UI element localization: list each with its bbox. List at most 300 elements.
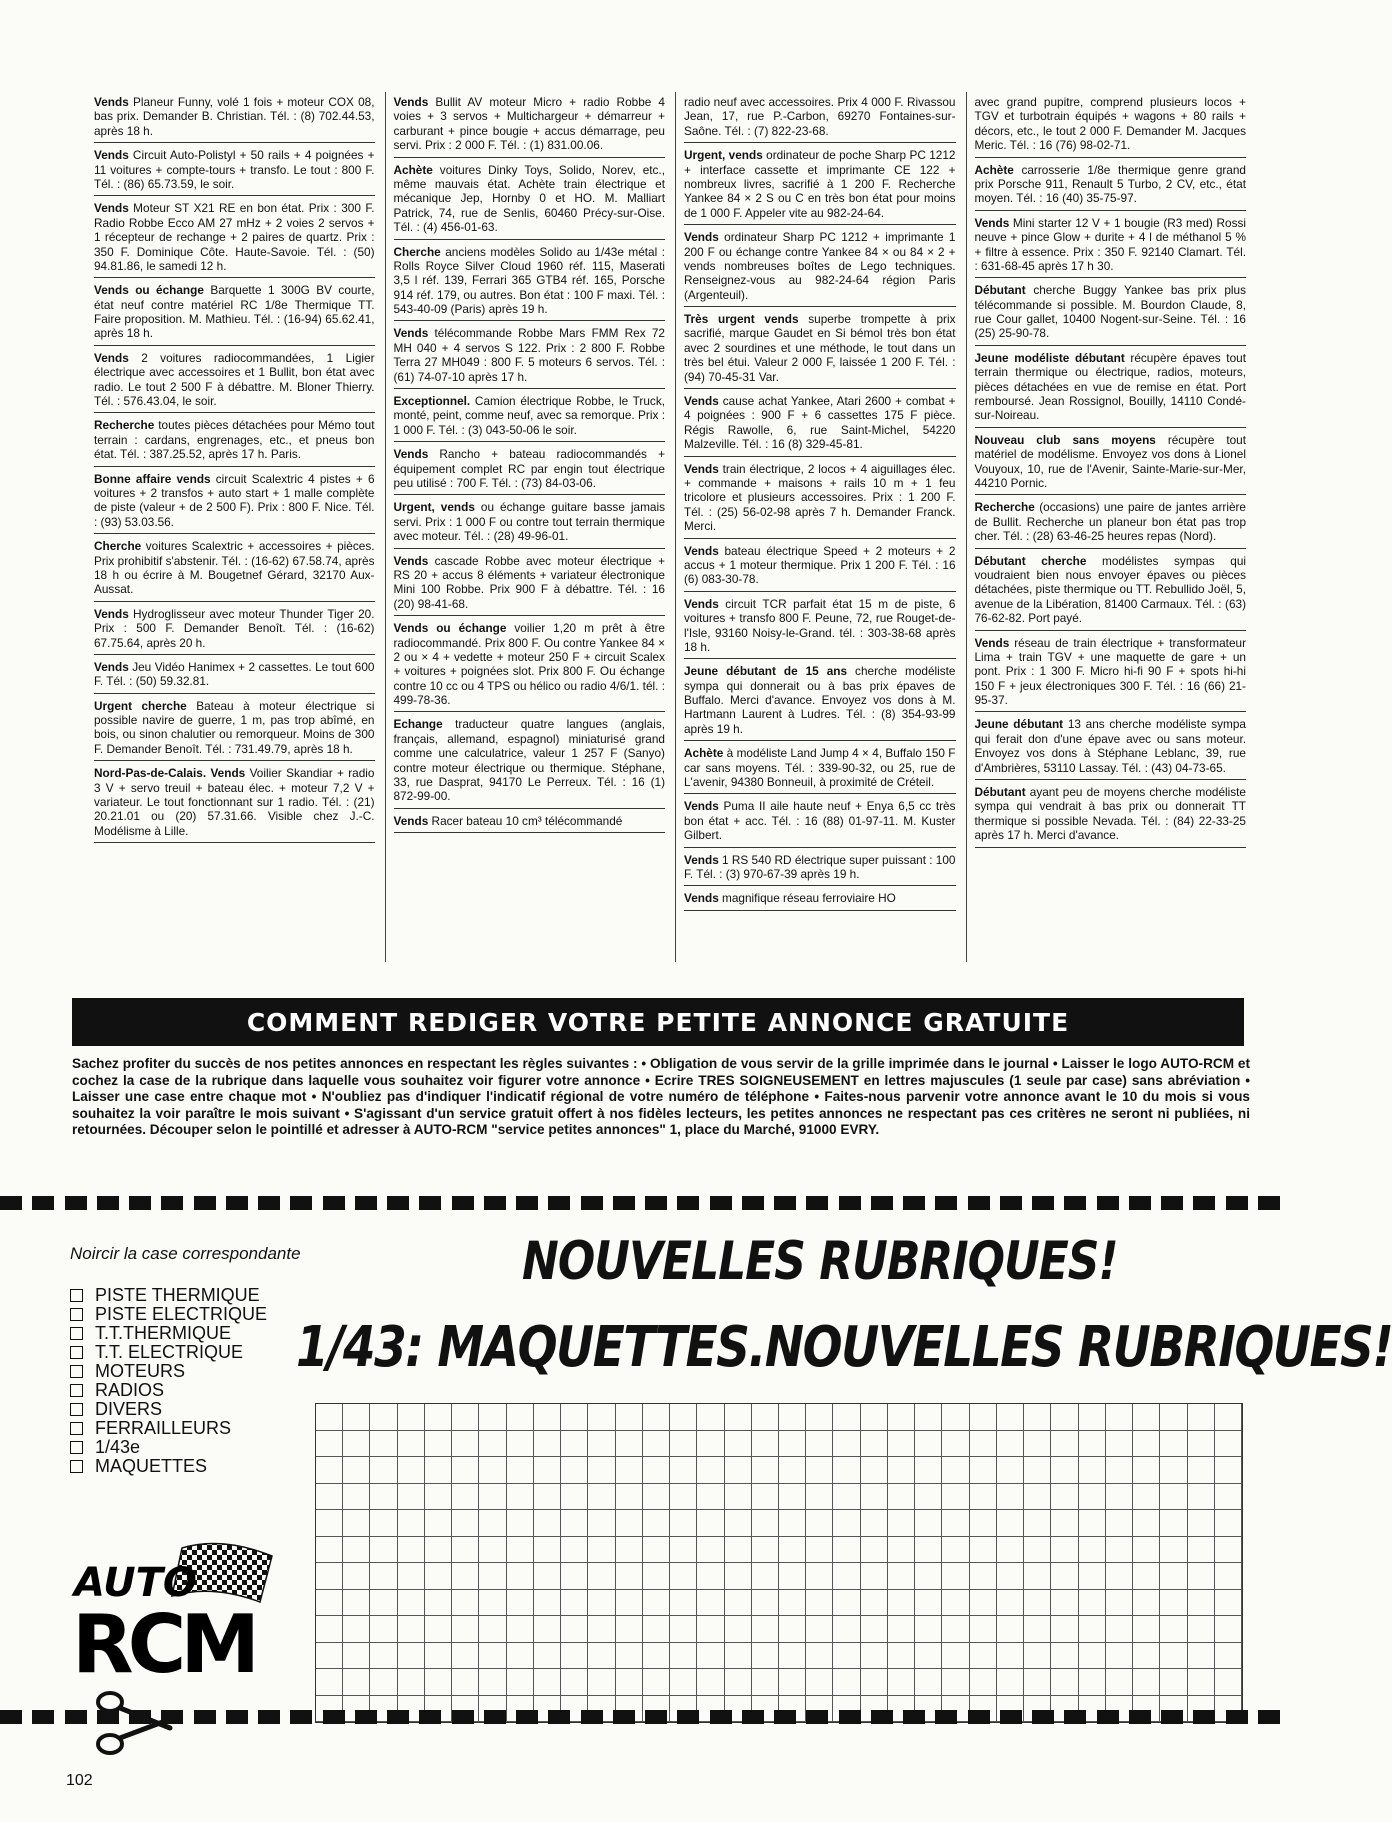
category-option[interactable] bbox=[70, 1305, 301, 1324]
grid-cell[interactable] bbox=[425, 1590, 452, 1617]
grid-cell[interactable] bbox=[697, 1590, 724, 1617]
grid-cell[interactable] bbox=[1160, 1616, 1187, 1643]
grid-cell[interactable] bbox=[888, 1431, 915, 1458]
grid-cell[interactable] bbox=[561, 1669, 588, 1696]
grid-cell[interactable] bbox=[833, 1431, 860, 1458]
grid-cell[interactable] bbox=[1106, 1457, 1133, 1484]
grid-cell[interactable] bbox=[833, 1404, 860, 1431]
grid-cell[interactable] bbox=[1188, 1616, 1215, 1643]
grid-cell[interactable] bbox=[534, 1643, 561, 1670]
category-option[interactable] bbox=[70, 1362, 301, 1381]
grid-cell[interactable] bbox=[370, 1590, 397, 1617]
grid-cell[interactable] bbox=[425, 1669, 452, 1696]
grid-cell[interactable] bbox=[398, 1537, 425, 1564]
grid-cell[interactable] bbox=[861, 1537, 888, 1564]
grid-cell[interactable] bbox=[1188, 1590, 1215, 1617]
grid-cell[interactable] bbox=[1079, 1537, 1106, 1564]
grid-cell[interactable] bbox=[1051, 1669, 1078, 1696]
grid-cell[interactable] bbox=[1160, 1643, 1187, 1670]
grid-cell[interactable] bbox=[1160, 1404, 1187, 1431]
grid-cell[interactable] bbox=[343, 1457, 370, 1484]
grid-cell[interactable] bbox=[806, 1643, 833, 1670]
grid-cell[interactable] bbox=[1106, 1563, 1133, 1590]
grid-cell[interactable] bbox=[534, 1431, 561, 1458]
grid-cell[interactable] bbox=[316, 1431, 343, 1458]
grid-cell[interactable] bbox=[942, 1669, 969, 1696]
grid-cell[interactable] bbox=[1106, 1510, 1133, 1537]
grid-cell[interactable] bbox=[806, 1510, 833, 1537]
grid-cell[interactable] bbox=[643, 1404, 670, 1431]
grid-cell[interactable] bbox=[1133, 1537, 1160, 1564]
grid-cell[interactable] bbox=[915, 1590, 942, 1617]
category-checkbox[interactable] bbox=[70, 1327, 83, 1340]
grid-cell[interactable] bbox=[1133, 1616, 1160, 1643]
grid-cell[interactable] bbox=[697, 1563, 724, 1590]
grid-cell[interactable] bbox=[316, 1510, 343, 1537]
grid-cell[interactable] bbox=[725, 1563, 752, 1590]
grid-cell[interactable] bbox=[425, 1484, 452, 1511]
grid-cell[interactable] bbox=[316, 1457, 343, 1484]
grid-cell[interactable] bbox=[752, 1563, 779, 1590]
grid-cell[interactable] bbox=[752, 1457, 779, 1484]
grid-cell[interactable] bbox=[425, 1431, 452, 1458]
grid-cell[interactable] bbox=[833, 1643, 860, 1670]
grid-cell[interactable] bbox=[861, 1563, 888, 1590]
grid-cell[interactable] bbox=[1106, 1669, 1133, 1696]
grid-cell[interactable] bbox=[588, 1643, 615, 1670]
grid-cell[interactable] bbox=[779, 1669, 806, 1696]
grid-cell[interactable] bbox=[643, 1616, 670, 1643]
grid-cell[interactable] bbox=[1188, 1457, 1215, 1484]
grid-cell[interactable] bbox=[1160, 1669, 1187, 1696]
grid-cell[interactable] bbox=[670, 1643, 697, 1670]
grid-cell[interactable] bbox=[725, 1616, 752, 1643]
grid-cell[interactable] bbox=[833, 1590, 860, 1617]
grid-cell[interactable] bbox=[479, 1404, 506, 1431]
grid-cell[interactable] bbox=[833, 1457, 860, 1484]
grid-cell[interactable] bbox=[1024, 1510, 1051, 1537]
grid-cell[interactable] bbox=[1024, 1484, 1051, 1511]
grid-cell[interactable] bbox=[752, 1510, 779, 1537]
grid-cell[interactable] bbox=[561, 1590, 588, 1617]
grid-cell[interactable] bbox=[1215, 1404, 1242, 1431]
grid-cell[interactable] bbox=[343, 1404, 370, 1431]
grid-cell[interactable] bbox=[888, 1616, 915, 1643]
grid-cell[interactable] bbox=[616, 1537, 643, 1564]
grid-cell[interactable] bbox=[643, 1457, 670, 1484]
grid-cell[interactable] bbox=[616, 1669, 643, 1696]
grid-cell[interactable] bbox=[752, 1431, 779, 1458]
grid-cell[interactable] bbox=[343, 1669, 370, 1696]
grid-cell[interactable] bbox=[643, 1484, 670, 1511]
grid-cell[interactable] bbox=[370, 1457, 397, 1484]
grid-cell[interactable] bbox=[507, 1669, 534, 1696]
grid-cell[interactable] bbox=[452, 1484, 479, 1511]
grid-cell[interactable] bbox=[725, 1590, 752, 1617]
category-option[interactable] bbox=[70, 1324, 301, 1343]
grid-cell[interactable] bbox=[425, 1616, 452, 1643]
grid-cell[interactable] bbox=[779, 1537, 806, 1564]
grid-cell[interactable] bbox=[316, 1404, 343, 1431]
grid-cell[interactable] bbox=[1133, 1431, 1160, 1458]
grid-cell[interactable] bbox=[779, 1563, 806, 1590]
grid-cell[interactable] bbox=[670, 1616, 697, 1643]
grid-cell[interactable] bbox=[1188, 1404, 1215, 1431]
grid-cell[interactable] bbox=[697, 1484, 724, 1511]
grid-cell[interactable] bbox=[507, 1590, 534, 1617]
grid-cell[interactable] bbox=[725, 1669, 752, 1696]
grid-cell[interactable] bbox=[316, 1537, 343, 1564]
grid-cell[interactable] bbox=[1160, 1537, 1187, 1564]
category-checkbox[interactable] bbox=[70, 1441, 83, 1454]
grid-cell[interactable] bbox=[1160, 1510, 1187, 1537]
grid-cell[interactable] bbox=[1079, 1669, 1106, 1696]
grid-cell[interactable] bbox=[398, 1431, 425, 1458]
grid-cell[interactable] bbox=[997, 1510, 1024, 1537]
grid-cell[interactable] bbox=[343, 1431, 370, 1458]
grid-cell[interactable] bbox=[370, 1563, 397, 1590]
grid-cell[interactable] bbox=[616, 1590, 643, 1617]
category-checkbox[interactable] bbox=[70, 1403, 83, 1416]
grid-cell[interactable] bbox=[697, 1404, 724, 1431]
grid-cell[interactable] bbox=[779, 1590, 806, 1617]
category-option[interactable] bbox=[70, 1381, 301, 1400]
grid-cell[interactable] bbox=[1133, 1669, 1160, 1696]
grid-cell[interactable] bbox=[643, 1431, 670, 1458]
grid-cell[interactable] bbox=[970, 1643, 997, 1670]
grid-cell[interactable] bbox=[534, 1616, 561, 1643]
grid-cell[interactable] bbox=[1215, 1590, 1242, 1617]
grid-cell[interactable] bbox=[861, 1484, 888, 1511]
grid-cell[interactable] bbox=[534, 1590, 561, 1617]
category-checkbox[interactable] bbox=[70, 1460, 83, 1473]
grid-cell[interactable] bbox=[452, 1431, 479, 1458]
grid-cell[interactable] bbox=[970, 1510, 997, 1537]
grid-cell[interactable] bbox=[806, 1563, 833, 1590]
grid-cell[interactable] bbox=[561, 1643, 588, 1670]
grid-cell[interactable] bbox=[1188, 1669, 1215, 1696]
grid-cell[interactable] bbox=[942, 1563, 969, 1590]
grid-cell[interactable] bbox=[479, 1669, 506, 1696]
grid-cell[interactable] bbox=[806, 1669, 833, 1696]
grid-cell[interactable] bbox=[833, 1484, 860, 1511]
grid-cell[interactable] bbox=[588, 1669, 615, 1696]
grid-cell[interactable] bbox=[425, 1643, 452, 1670]
grid-cell[interactable] bbox=[1024, 1404, 1051, 1431]
category-checkbox[interactable] bbox=[70, 1365, 83, 1378]
grid-cell[interactable] bbox=[806, 1616, 833, 1643]
grid-cell[interactable] bbox=[1051, 1404, 1078, 1431]
grid-cell[interactable] bbox=[888, 1510, 915, 1537]
grid-cell[interactable] bbox=[1215, 1669, 1242, 1696]
grid-cell[interactable] bbox=[1024, 1563, 1051, 1590]
grid-cell[interactable] bbox=[670, 1669, 697, 1696]
grid-cell[interactable] bbox=[534, 1563, 561, 1590]
grid-cell[interactable] bbox=[1188, 1643, 1215, 1670]
grid-cell[interactable] bbox=[806, 1537, 833, 1564]
grid-cell[interactable] bbox=[343, 1616, 370, 1643]
grid-cell[interactable] bbox=[670, 1404, 697, 1431]
grid-cell[interactable] bbox=[833, 1563, 860, 1590]
grid-cell[interactable] bbox=[970, 1669, 997, 1696]
grid-cell[interactable] bbox=[316, 1669, 343, 1696]
grid-cell[interactable] bbox=[806, 1457, 833, 1484]
grid-cell[interactable] bbox=[343, 1563, 370, 1590]
grid-cell[interactable] bbox=[370, 1484, 397, 1511]
grid-cell[interactable] bbox=[997, 1404, 1024, 1431]
grid-cell[interactable] bbox=[888, 1643, 915, 1670]
grid-cell[interactable] bbox=[970, 1457, 997, 1484]
grid-cell[interactable] bbox=[861, 1590, 888, 1617]
grid-cell[interactable] bbox=[479, 1457, 506, 1484]
grid-cell[interactable] bbox=[343, 1643, 370, 1670]
grid-cell[interactable] bbox=[779, 1484, 806, 1511]
category-option[interactable] bbox=[70, 1286, 301, 1305]
grid-cell[interactable] bbox=[316, 1484, 343, 1511]
grid-cell[interactable] bbox=[1188, 1431, 1215, 1458]
grid-cell[interactable] bbox=[1215, 1457, 1242, 1484]
grid-cell[interactable] bbox=[779, 1431, 806, 1458]
grid-cell[interactable] bbox=[616, 1457, 643, 1484]
grid-cell[interactable] bbox=[915, 1510, 942, 1537]
category-checkbox[interactable] bbox=[70, 1384, 83, 1397]
grid-cell[interactable] bbox=[1188, 1484, 1215, 1511]
grid-cell[interactable] bbox=[942, 1643, 969, 1670]
grid-cell[interactable] bbox=[697, 1537, 724, 1564]
grid-cell[interactable] bbox=[1215, 1431, 1242, 1458]
grid-cell[interactable] bbox=[670, 1431, 697, 1458]
grid-cell[interactable] bbox=[534, 1669, 561, 1696]
grid-cell[interactable] bbox=[507, 1404, 534, 1431]
grid-cell[interactable] bbox=[888, 1537, 915, 1564]
grid-cell[interactable] bbox=[1133, 1563, 1160, 1590]
grid-cell[interactable] bbox=[534, 1537, 561, 1564]
grid-cell[interactable] bbox=[752, 1484, 779, 1511]
grid-cell[interactable] bbox=[1160, 1431, 1187, 1458]
grid-cell[interactable] bbox=[806, 1484, 833, 1511]
grid-cell[interactable] bbox=[970, 1537, 997, 1564]
grid-cell[interactable] bbox=[1133, 1404, 1160, 1431]
grid-cell[interactable] bbox=[1079, 1404, 1106, 1431]
grid-cell[interactable] bbox=[861, 1457, 888, 1484]
grid-cell[interactable] bbox=[670, 1563, 697, 1590]
category-option[interactable] bbox=[70, 1438, 301, 1457]
grid-cell[interactable] bbox=[779, 1404, 806, 1431]
grid-cell[interactable] bbox=[370, 1431, 397, 1458]
grid-cell[interactable] bbox=[370, 1404, 397, 1431]
grid-cell[interactable] bbox=[997, 1537, 1024, 1564]
grid-cell[interactable] bbox=[1133, 1457, 1160, 1484]
category-option[interactable] bbox=[70, 1343, 301, 1362]
grid-cell[interactable] bbox=[806, 1431, 833, 1458]
grid-cell[interactable] bbox=[1079, 1643, 1106, 1670]
category-option[interactable] bbox=[70, 1457, 301, 1476]
grid-cell[interactable] bbox=[507, 1484, 534, 1511]
grid-cell[interactable] bbox=[779, 1616, 806, 1643]
grid-cell[interactable] bbox=[588, 1484, 615, 1511]
grid-cell[interactable] bbox=[1051, 1643, 1078, 1670]
grid-cell[interactable] bbox=[588, 1590, 615, 1617]
grid-cell[interactable] bbox=[343, 1537, 370, 1564]
grid-cell[interactable] bbox=[370, 1537, 397, 1564]
grid-cell[interactable] bbox=[670, 1510, 697, 1537]
grid-cell[interactable] bbox=[1133, 1510, 1160, 1537]
grid-cell[interactable] bbox=[452, 1457, 479, 1484]
grid-cell[interactable] bbox=[643, 1537, 670, 1564]
category-option[interactable] bbox=[70, 1419, 301, 1438]
grid-cell[interactable] bbox=[670, 1590, 697, 1617]
grid-cell[interactable] bbox=[861, 1669, 888, 1696]
grid-cell[interactable] bbox=[1079, 1563, 1106, 1590]
grid-cell[interactable] bbox=[752, 1616, 779, 1643]
grid-cell[interactable] bbox=[507, 1616, 534, 1643]
grid-cell[interactable] bbox=[779, 1643, 806, 1670]
grid-cell[interactable] bbox=[970, 1590, 997, 1617]
grid-cell[interactable] bbox=[1215, 1510, 1242, 1537]
grid-cell[interactable] bbox=[425, 1457, 452, 1484]
grid-cell[interactable] bbox=[1188, 1510, 1215, 1537]
grid-cell[interactable] bbox=[643, 1510, 670, 1537]
grid-cell[interactable] bbox=[343, 1510, 370, 1537]
grid-cell[interactable] bbox=[1215, 1563, 1242, 1590]
grid-cell[interactable] bbox=[588, 1404, 615, 1431]
grid-cell[interactable] bbox=[452, 1537, 479, 1564]
grid-cell[interactable] bbox=[997, 1616, 1024, 1643]
grid-cell[interactable] bbox=[997, 1431, 1024, 1458]
grid-cell[interactable] bbox=[670, 1457, 697, 1484]
grid-cell[interactable] bbox=[888, 1457, 915, 1484]
grid-cell[interactable] bbox=[588, 1616, 615, 1643]
grid-cell[interactable] bbox=[479, 1616, 506, 1643]
grid-cell[interactable] bbox=[588, 1457, 615, 1484]
grid-cell[interactable] bbox=[1024, 1431, 1051, 1458]
letter-grid[interactable] bbox=[315, 1403, 1243, 1723]
grid-cell[interactable] bbox=[1051, 1510, 1078, 1537]
grid-cell[interactable] bbox=[970, 1404, 997, 1431]
grid-cell[interactable] bbox=[479, 1484, 506, 1511]
grid-cell[interactable] bbox=[398, 1484, 425, 1511]
grid-cell[interactable] bbox=[507, 1510, 534, 1537]
grid-cell[interactable] bbox=[779, 1510, 806, 1537]
grid-cell[interactable] bbox=[507, 1537, 534, 1564]
grid-cell[interactable] bbox=[861, 1616, 888, 1643]
grid-cell[interactable] bbox=[1024, 1457, 1051, 1484]
grid-cell[interactable] bbox=[725, 1537, 752, 1564]
grid-cell[interactable] bbox=[370, 1510, 397, 1537]
grid-cell[interactable] bbox=[806, 1404, 833, 1431]
grid-cell[interactable] bbox=[997, 1590, 1024, 1617]
grid-cell[interactable] bbox=[1106, 1404, 1133, 1431]
grid-cell[interactable] bbox=[915, 1484, 942, 1511]
grid-cell[interactable] bbox=[479, 1537, 506, 1564]
grid-cell[interactable] bbox=[915, 1563, 942, 1590]
grid-cell[interactable] bbox=[915, 1669, 942, 1696]
grid-cell[interactable] bbox=[1079, 1590, 1106, 1617]
grid-cell[interactable] bbox=[942, 1616, 969, 1643]
grid-cell[interactable] bbox=[425, 1404, 452, 1431]
grid-cell[interactable] bbox=[752, 1643, 779, 1670]
grid-cell[interactable] bbox=[915, 1616, 942, 1643]
grid-cell[interactable] bbox=[942, 1484, 969, 1511]
grid-cell[interactable] bbox=[1106, 1484, 1133, 1511]
grid-cell[interactable] bbox=[398, 1643, 425, 1670]
grid-cell[interactable] bbox=[725, 1404, 752, 1431]
grid-cell[interactable] bbox=[479, 1590, 506, 1617]
grid-cell[interactable] bbox=[697, 1616, 724, 1643]
grid-cell[interactable] bbox=[970, 1616, 997, 1643]
grid-cell[interactable] bbox=[452, 1643, 479, 1670]
grid-cell[interactable] bbox=[915, 1537, 942, 1564]
grid-cell[interactable] bbox=[643, 1563, 670, 1590]
grid-cell[interactable] bbox=[343, 1590, 370, 1617]
grid-cell[interactable] bbox=[1051, 1590, 1078, 1617]
grid-cell[interactable] bbox=[1160, 1484, 1187, 1511]
grid-cell[interactable] bbox=[670, 1537, 697, 1564]
grid-cell[interactable] bbox=[725, 1484, 752, 1511]
grid-cell[interactable] bbox=[1133, 1643, 1160, 1670]
grid-cell[interactable] bbox=[888, 1404, 915, 1431]
grid-cell[interactable] bbox=[643, 1643, 670, 1670]
grid-cell[interactable] bbox=[561, 1484, 588, 1511]
grid-cell[interactable] bbox=[370, 1643, 397, 1670]
category-checkbox[interactable] bbox=[70, 1422, 83, 1435]
grid-cell[interactable] bbox=[1079, 1431, 1106, 1458]
grid-cell[interactable] bbox=[997, 1457, 1024, 1484]
grid-cell[interactable] bbox=[452, 1510, 479, 1537]
grid-cell[interactable] bbox=[752, 1669, 779, 1696]
grid-cell[interactable] bbox=[1079, 1616, 1106, 1643]
grid-cell[interactable] bbox=[479, 1643, 506, 1670]
grid-cell[interactable] bbox=[915, 1404, 942, 1431]
grid-cell[interactable] bbox=[507, 1563, 534, 1590]
grid-cell[interactable] bbox=[616, 1616, 643, 1643]
grid-cell[interactable] bbox=[861, 1431, 888, 1458]
grid-cell[interactable] bbox=[534, 1404, 561, 1431]
grid-cell[interactable] bbox=[507, 1457, 534, 1484]
grid-cell[interactable] bbox=[1051, 1484, 1078, 1511]
grid-cell[interactable] bbox=[725, 1510, 752, 1537]
grid-cell[interactable] bbox=[861, 1404, 888, 1431]
grid-cell[interactable] bbox=[561, 1404, 588, 1431]
grid-cell[interactable] bbox=[1160, 1563, 1187, 1590]
grid-cell[interactable] bbox=[1051, 1616, 1078, 1643]
grid-cell[interactable] bbox=[697, 1457, 724, 1484]
grid-cell[interactable] bbox=[942, 1590, 969, 1617]
grid-cell[interactable] bbox=[561, 1457, 588, 1484]
grid-cell[interactable] bbox=[316, 1590, 343, 1617]
grid-cell[interactable] bbox=[452, 1616, 479, 1643]
grid-cell[interactable] bbox=[1160, 1457, 1187, 1484]
grid-cell[interactable] bbox=[1215, 1643, 1242, 1670]
grid-cell[interactable] bbox=[1051, 1537, 1078, 1564]
grid-cell[interactable] bbox=[997, 1643, 1024, 1670]
grid-cell[interactable] bbox=[316, 1643, 343, 1670]
grid-cell[interactable] bbox=[942, 1431, 969, 1458]
grid-cell[interactable] bbox=[725, 1643, 752, 1670]
grid-cell[interactable] bbox=[343, 1484, 370, 1511]
grid-cell[interactable] bbox=[752, 1537, 779, 1564]
grid-cell[interactable] bbox=[1024, 1669, 1051, 1696]
grid-cell[interactable] bbox=[752, 1590, 779, 1617]
grid-cell[interactable] bbox=[833, 1616, 860, 1643]
grid-cell[interactable] bbox=[616, 1643, 643, 1670]
grid-cell[interactable] bbox=[616, 1563, 643, 1590]
grid-cell[interactable] bbox=[833, 1510, 860, 1537]
grid-cell[interactable] bbox=[725, 1457, 752, 1484]
grid-cell[interactable] bbox=[1024, 1537, 1051, 1564]
grid-cell[interactable] bbox=[997, 1669, 1024, 1696]
grid-cell[interactable] bbox=[1024, 1616, 1051, 1643]
